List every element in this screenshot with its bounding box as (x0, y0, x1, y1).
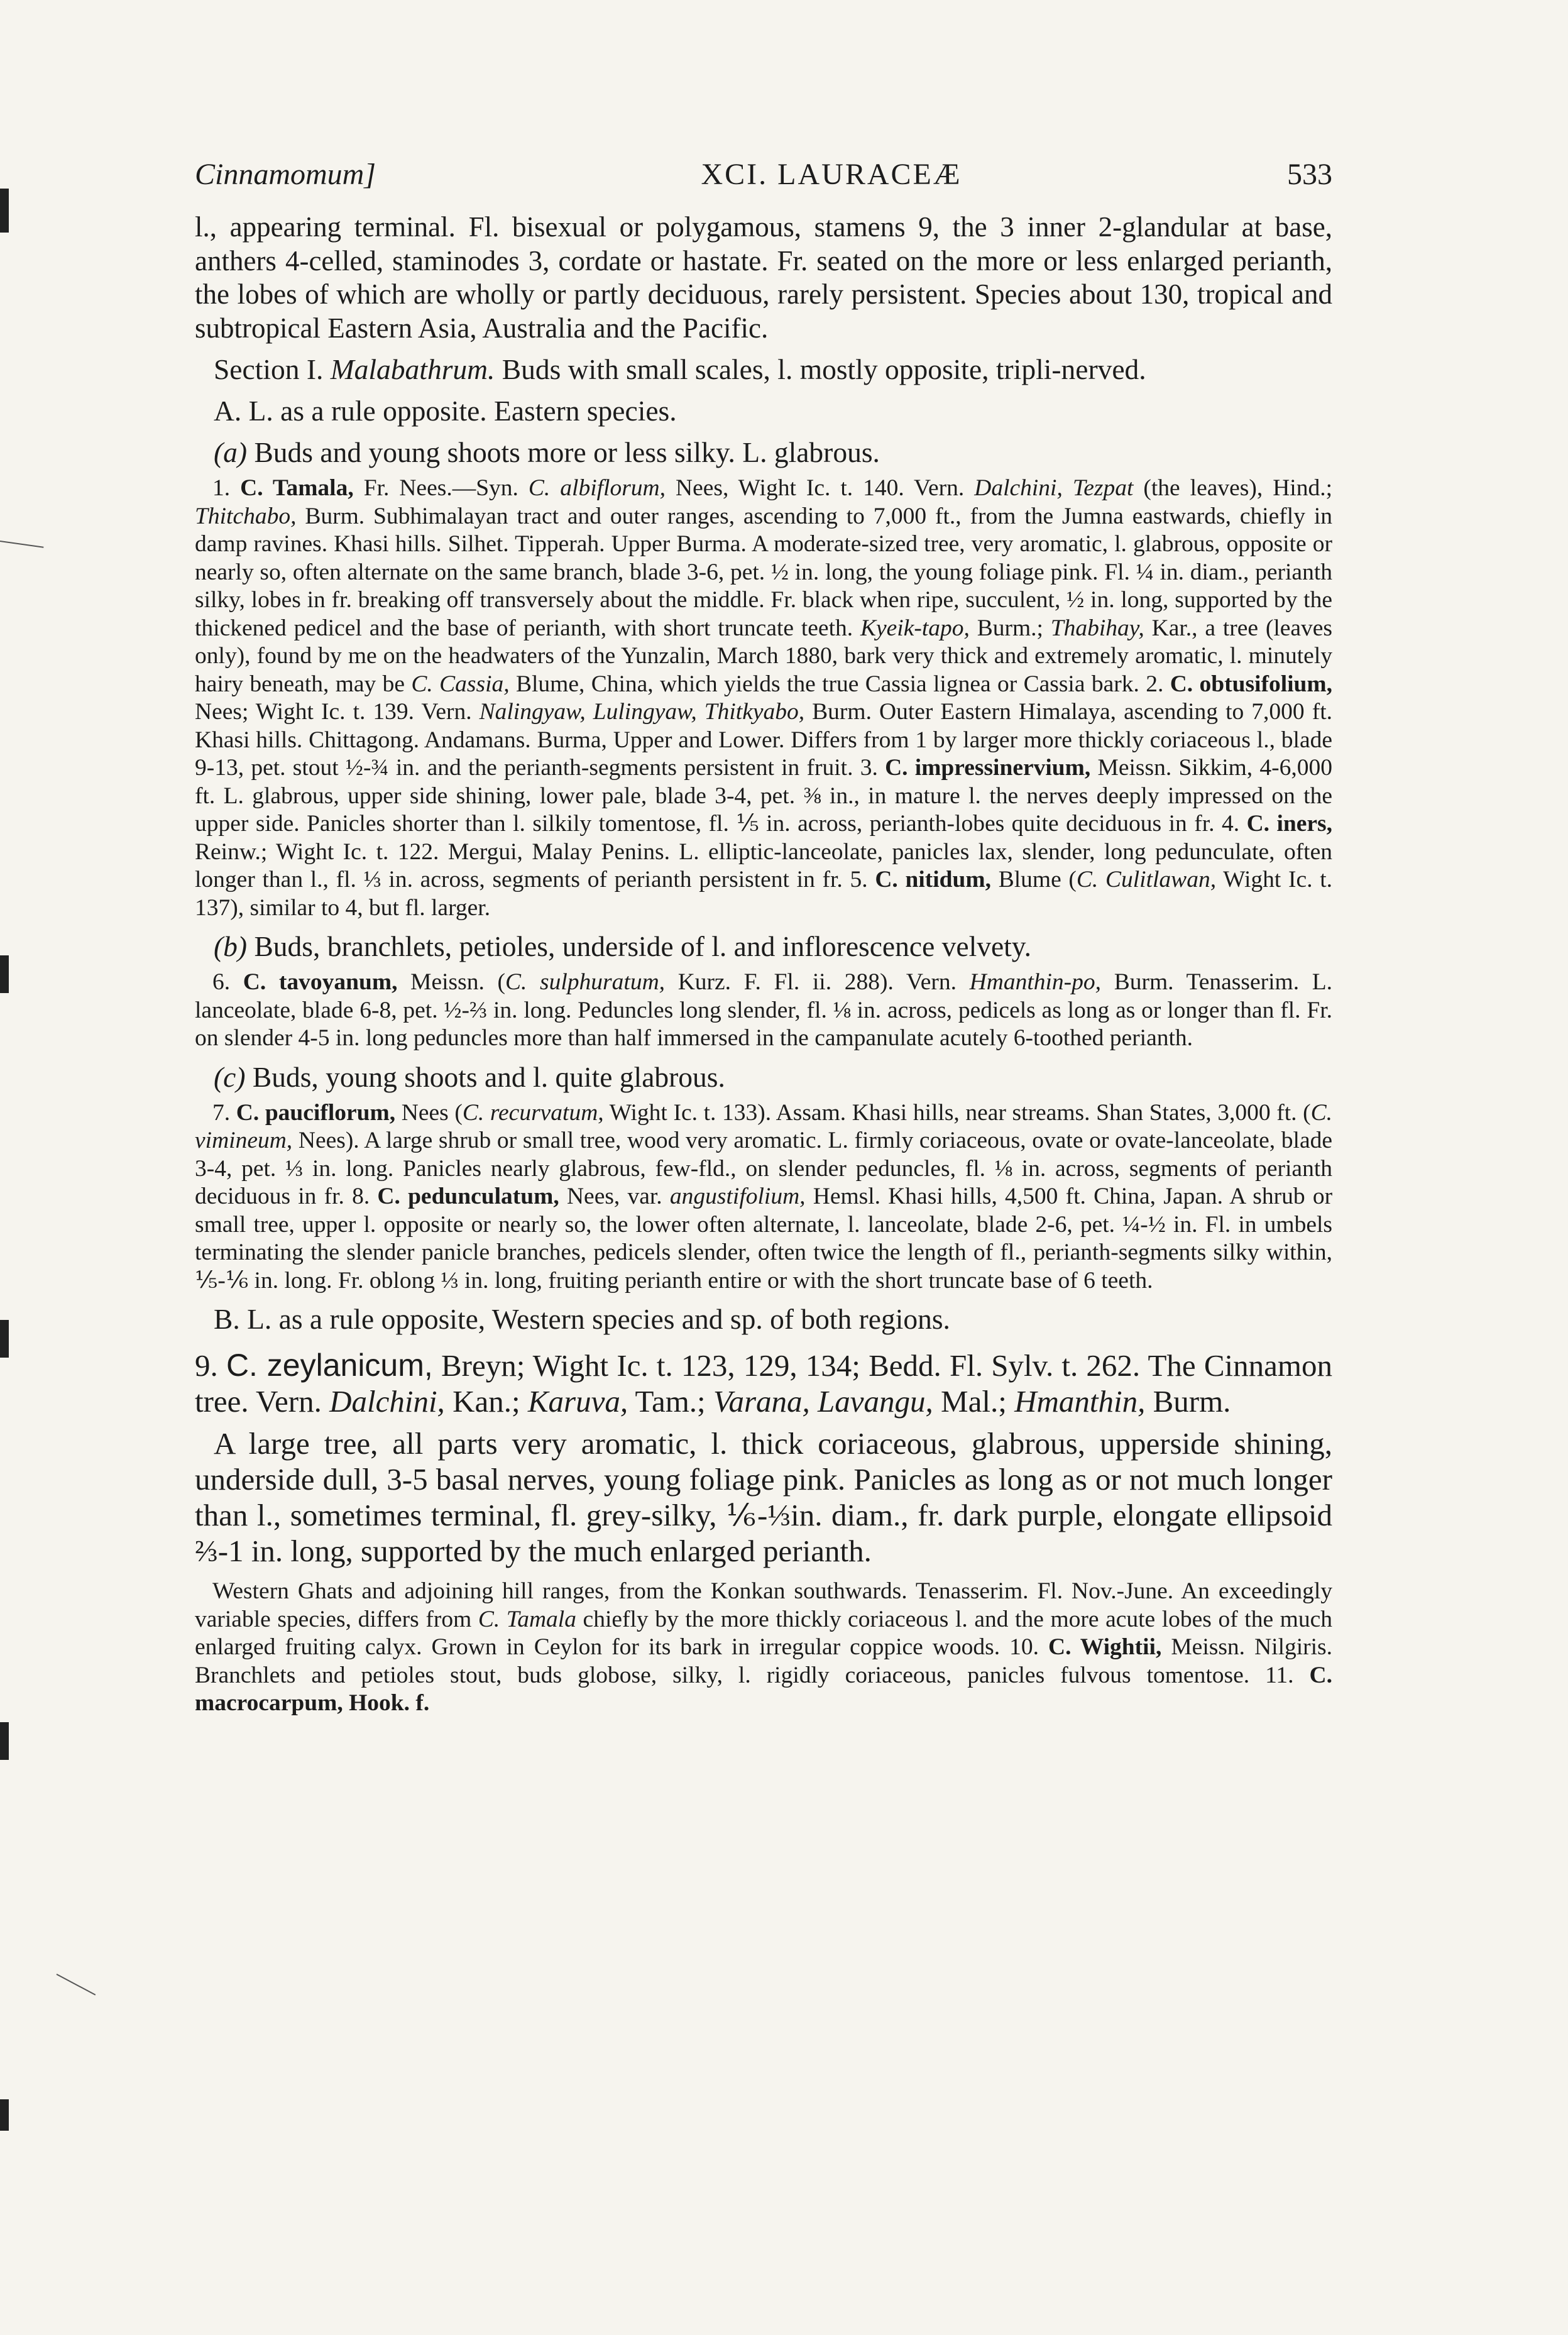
species-number: 6. (212, 969, 231, 995)
species-text: Burm. (1153, 1384, 1231, 1419)
species-text: Wight Ic. t. 133). Assam. Khasi hills, near streams. Shan States, 3,000 ft. ( (609, 1099, 1311, 1126)
species-name: C. nitidum, (875, 867, 992, 893)
running-head-genus: Cinnamomum] (195, 158, 376, 191)
species-text: Wight Ic. t. 137), similar to 4, but fl. larger. (195, 867, 1333, 921)
species-9-distribution (195, 1578, 1332, 1718)
binding-mark (0, 189, 9, 233)
species-text: Fr. Nees.—Syn. (363, 475, 518, 501)
species-text: Meissn. ( (410, 969, 505, 995)
binding-mark (0, 955, 9, 993)
species-text: Western Ghats and adjoining hill ranges, from the Konkan southwards. Tenasserim. Fl. Nov.-June. An exceedingly variable species, differs from (195, 1578, 1332, 1632)
species-number: 4. (1221, 811, 1240, 837)
section-heading (195, 353, 1332, 387)
species-name: C. obtusifolium, (1170, 671, 1333, 697)
synonym: C. Cassia, (411, 671, 510, 697)
species-number: 10. (1009, 1634, 1039, 1660)
group-a-heading: A. L. as a rule opposite. Eastern species. (214, 395, 677, 427)
stray-mark (0, 541, 43, 548)
species-text: Burm. Tenasserim. L. lanceolate, blade 6-8, pet. ½-⅔ in. long. Peduncles long slender, fl. ⅛ in. across, pedicels as long as or longer than fl. Fr. on slender 4-5 in. long peduncles more than half immersed in the campanulate acutely 6-toothed perianth. (195, 969, 1333, 1051)
species-number: 11. (1265, 1662, 1294, 1688)
species-9-description: A large tree, all parts very aromatic, l. thick coriaceous, glabrous, upperside shining, underside dull, 3-5 basal nerves, young foliage pink. Panicles as long as or not much longer than l., sometimes terminal, fl. grey-silky, ⅙-⅓in. diam., fr. dark purple, elongate ellipsoid ⅔-1 in. long, supported by the much enlarged perianth. (195, 1426, 1332, 1568)
species-text: Burm. Outer Eastern Himalaya, ascending to 7,000 ft. Khasi hills. Chittagong. Andamans. Burma, Upper and Lower. Differs from 1 by larger more thickly coriaceous l., blade 9-13, pet. stout ½-¾ in. and the perianth-segments persistent in fruit. (195, 699, 1332, 781)
species-text: Meissn. Sikkim, 4-6,000 ft. L. glabrous, upper side shining, lower pale, blade 3-4, pet. ⅜ in., in mature l. the nerves deeply impressed on the upper side. Panicles shorter than l. silkily tomentose, fl. ⅕ in. across, perianth-lobes quite deciduous in fr. (195, 755, 1333, 837)
species-text: Kan.; (452, 1384, 520, 1419)
species-text: Hemsl. Khasi hills, 4,500 ft. China, Japan. A shrub or small tree, upper l. opposite or nearly so, the lower often alternate, l. lanceolate, blade 2-6, pet. ¼-½ in. Fl. in umbels terminating the slender panicle branches, pedicels slender, often twice the length of fl., perianth-segments silky within, ⅕-⅙ in. long. Fr. oblong ⅓ in. long, fruiting perianth entire or with the short truncate base of 6 teeth. (195, 1184, 1333, 1294)
binding-mark (0, 1722, 9, 1760)
sub-a-label: (a) (214, 436, 248, 468)
species-text: Burm.; (977, 615, 1043, 641)
sub-b-heading (195, 930, 1332, 964)
vernacular-name: Nalingyaw, Lulingyaw, Thitkyabo, (479, 699, 805, 725)
species-number: 7. (212, 1099, 231, 1126)
page (195, 157, 1332, 1718)
vernacular-name: Thabihay, (1050, 615, 1144, 641)
species-text: Nees; Wight Ic. t. 139. Vern. (195, 699, 472, 725)
vernacular-name: Hmanthin, (1014, 1384, 1146, 1419)
vernacular-name: Hmanthin-po, (969, 969, 1102, 995)
page-number: 533 (1286, 158, 1332, 191)
species-text: Blume, China, which yields the true Cassia lignea or Cassia bark. (516, 671, 1139, 697)
species-number: 3. (860, 755, 878, 781)
synonym: C. sulphuratum, (505, 969, 666, 995)
binding-mark (0, 2099, 9, 2131)
vernacular-name: Dalchini, Tezpat (974, 475, 1134, 501)
species-text: chiefly by the more thickly coriaceous l. and the more acute lobes of the much enlarged fruiting calyx. Grown in Ceylon for its bark in irregular coppice woods. (195, 1606, 1332, 1660)
species-1-to-5 (195, 475, 1332, 922)
species-text: Blume ( (998, 867, 1077, 893)
sub-a-heading (195, 436, 1332, 470)
vernacular-name: Thitchabo, (195, 503, 297, 529)
species-number: 8. (352, 1184, 370, 1209)
section-name: Malabathrum. (330, 353, 495, 385)
species-number: 2. (1146, 671, 1164, 697)
species-name: C. zeylanicum, (226, 1348, 433, 1383)
species-7-8 (195, 1099, 1332, 1295)
species-text: Nees ( (401, 1099, 463, 1126)
species-name: C. impressinervium, (885, 755, 1091, 781)
sub-b-label: (b) (214, 930, 248, 962)
section-text: Buds with small scales, l. mostly opposite, tripli-nerved. (502, 353, 1146, 385)
species-text: Mal.; (941, 1384, 1007, 1419)
synonym: C. Culitlawan, (1076, 867, 1217, 893)
species-name: C. Tamala, (240, 475, 354, 501)
running-head (195, 157, 1332, 192)
species-text: Nees, Wight Ic. t. 140. Vern. (676, 475, 965, 501)
species-text: Reinw.; Wight Ic. t. 122. Mergui, Malay Penins. L. elliptic-lanceolate, panicles lax, slender, long pedunculate, often longer than l., fl. ⅓ in. across, segments of perianth persistent in fr. (195, 838, 1332, 893)
vernacular-name: Kyeik-tapo, (860, 615, 970, 641)
synonym: C. Tamala (478, 1606, 576, 1632)
species-authority: Hook. f. (349, 1690, 430, 1716)
species-text: Burm. Subhimalayan tract and outer ranges, ascending to 7,000 ft., from the Jumna eastwards, chiefly in damp ravines. Khasi hills. Silhet. Tipperah. Upper Burma. A moderate-sized tree, very aromatic, l. glabrous, opposite or nearly so, often alternate on the same branch, blade 3-6, pet. ½ in. long, the young foliage pink. Fl. ¼ in. diam., perianth silky, lobes in fr. breaking off transversely about the middle. Fr. black when ripe, succulent, ½ in. long, supported by the thickened pedicel and the base of perianth, with short truncate teeth. (195, 503, 1333, 641)
group-b-heading: B. L. as a rule opposite, Western species and sp. of both regions. (214, 1303, 950, 1335)
species-text: (the leaves), Hind.; (1143, 475, 1333, 501)
stray-mark (57, 1974, 96, 1996)
species-name: C. iners, (1246, 811, 1333, 837)
species-9-heading (195, 1348, 1332, 1419)
binding-mark (0, 1320, 9, 1358)
vernacular-name: Varana, Lavangu, (713, 1384, 933, 1419)
sub-a-text: Buds and young shoots more or less silky. L. glabrous. (254, 436, 880, 468)
species-name: C. Wightii, (1048, 1634, 1162, 1660)
species-text: Kurz. F. Fl. ii. 288). Vern. (677, 969, 957, 995)
intro-paragraph: l., appearing terminal. Fl. bisexual or polygamous, stamens 9, the 3 inner 2-glandular at base, anthers 4-celled, staminodes 3, cordate or hastate. Fr. seated on the more or less enlarged perianth, the lobes of which are wholly or partly deciduous, rarely persistent. Species about 130, tropical and subtropical Eastern Asia, Australia and the Pacific. (195, 211, 1332, 344)
species-number: 1. (212, 475, 231, 501)
running-head-family: XCI. LAURACEÆ (701, 158, 962, 191)
synonym: C. recurvatum, (462, 1099, 604, 1126)
sub-b-text: Buds, branchlets, petioles, underside of l. and inflorescence velvety. (254, 930, 1031, 962)
vernacular-name: Dalchini, (329, 1384, 445, 1419)
species-name: C. pauciflorum, (236, 1099, 396, 1126)
species-number: 9. (195, 1348, 218, 1383)
species-6 (195, 969, 1332, 1053)
species-text: Nees). A large shrub or small tree, wood very aromatic. L. firmly coriaceous, ovate or ovate-lanceolate, blade 3-4, pet. ⅓ in. long. Panicles nearly glabrous, few-fld., on slender peduncles, fl. ⅛ in. across, segments of perianth deciduous in fr. (195, 1128, 1333, 1209)
synonym: C. albiflorum, (528, 475, 666, 501)
sub-c-text: Buds, young shoots and l. quite glabrous. (252, 1060, 725, 1093)
species-text: Kar., a tree (leaves only), found by me on the headwaters of the Yunzalin, March 1880, bark very thick and extremely aromatic, l. minutely hairy beneath, may be (195, 615, 1333, 697)
section-label: Section I. (214, 353, 324, 385)
sub-c-heading (195, 1060, 1332, 1094)
species-number: 5. (850, 867, 868, 893)
synonym: C. vimineum, (195, 1099, 1333, 1153)
variety-name: angustifolium, (669, 1184, 806, 1209)
species-text: Breyn; Wight Ic. t. 123, 129, 134; Bedd. Fl. Sylv. t. 262. The Cinnamon tree. Vern. (195, 1348, 1333, 1419)
vernacular-name: Karuva, (527, 1384, 628, 1419)
sub-c-label: (c) (214, 1060, 246, 1093)
species-text: Tam.; (635, 1384, 706, 1419)
species-text: Meissn. Nilgiris. Branchlets and petioles stout, buds globose, silky, l. rigidly coriaceous, panicles fulvous tomentose. (195, 1634, 1333, 1688)
species-text: Nees, var. (566, 1184, 662, 1209)
species-name: C. tavoyanum, (243, 969, 398, 995)
species-name: C. pedunculatum, (377, 1184, 559, 1209)
species-name: C. macrocarpum, (195, 1662, 1332, 1716)
